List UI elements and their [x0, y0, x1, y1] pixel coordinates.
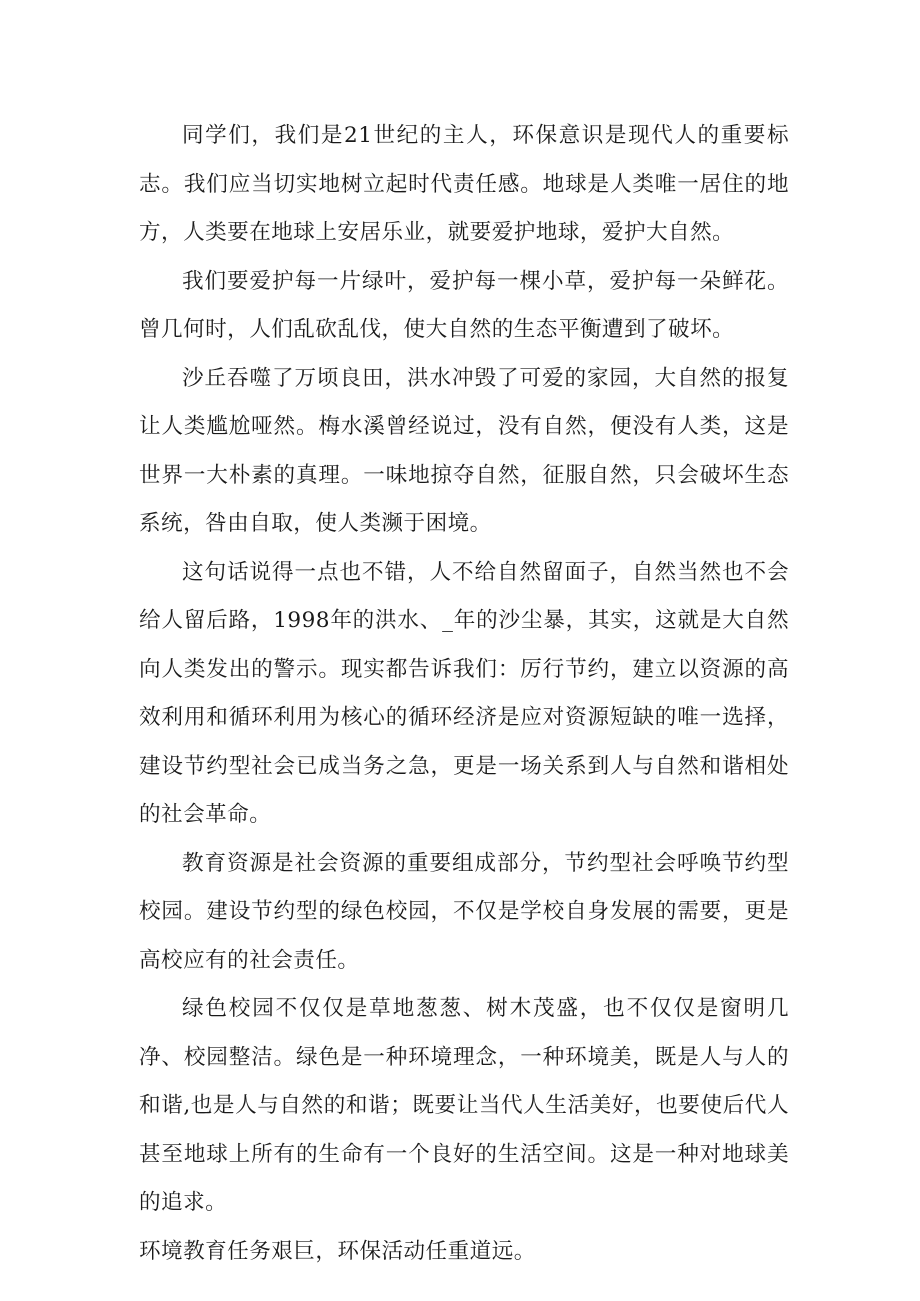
paragraph-5: 教育资源是社会资源的重要组成部分，节约型社会呼唤节约型校园。建设节约型的绿色校园，不仅是学校自身发展的需要，更是高校应有的社会责任。	[139, 850, 789, 973]
paragraph-7: 环境教育任务艰巨，环保活动任重道远。	[139, 1238, 536, 1264]
paragraph-2: 我们要爱护每一片绿叶，爱护每一棵小草，爱护每一朵鲜花。曾几何时，人们乱砍乱伐，使大自然的生态平衡遭到了破坏。	[139, 268, 789, 342]
document-body	[139, 112, 789, 1276]
paragraph-3: 沙丘吞噬了万顷良田，洪水冲毁了可爱的家园，大自然的报复让人类尴尬哑然。梅水溪曾经说过，没有自然，便没有人类，这是世界一大朴素的真理。一味地掠夺自然，征服自然，只会破坏生态系统，咎由自取，使人类濒于困境。	[139, 365, 789, 536]
paragraph-1: 同学们，我们是21世纪的主人，环保意识是现代人的重要标志。我们应当切实地树立起时代责任感。地球是人类唯一居住的地方，人类要在地球上安居乐业，就要爱护地球，爱护大自然。	[139, 123, 789, 245]
paragraph-4: 这句话说得一点也不错，人不给自然留面子，自然当然也不会给人留后路，1998年的洪水、_年的沙尘暴，其实，这就是大自然向人类发出的警示。现实都告诉我们：厉行节约，建立以资源的高效利用和循环利用为核心的循环经济是应对资源短缺的唯一选择，建设节约型社会已成当务之急，更是一场关系到人与自然和谐相处的社会革命。	[139, 559, 789, 827]
paragraph-6: 绿色校园不仅仅是草地葱葱、树木茂盛，也不仅仅是窗明几净、校园整洁。绿色是一种环境理念，一种环境美，既是人与人的和谐,也是人与自然的和谐；既要让当代人生活美好，也要使后代人甚至地球上所有的生命有一个良好的生活空间。这是一种对地球美的追求。	[139, 996, 789, 1215]
